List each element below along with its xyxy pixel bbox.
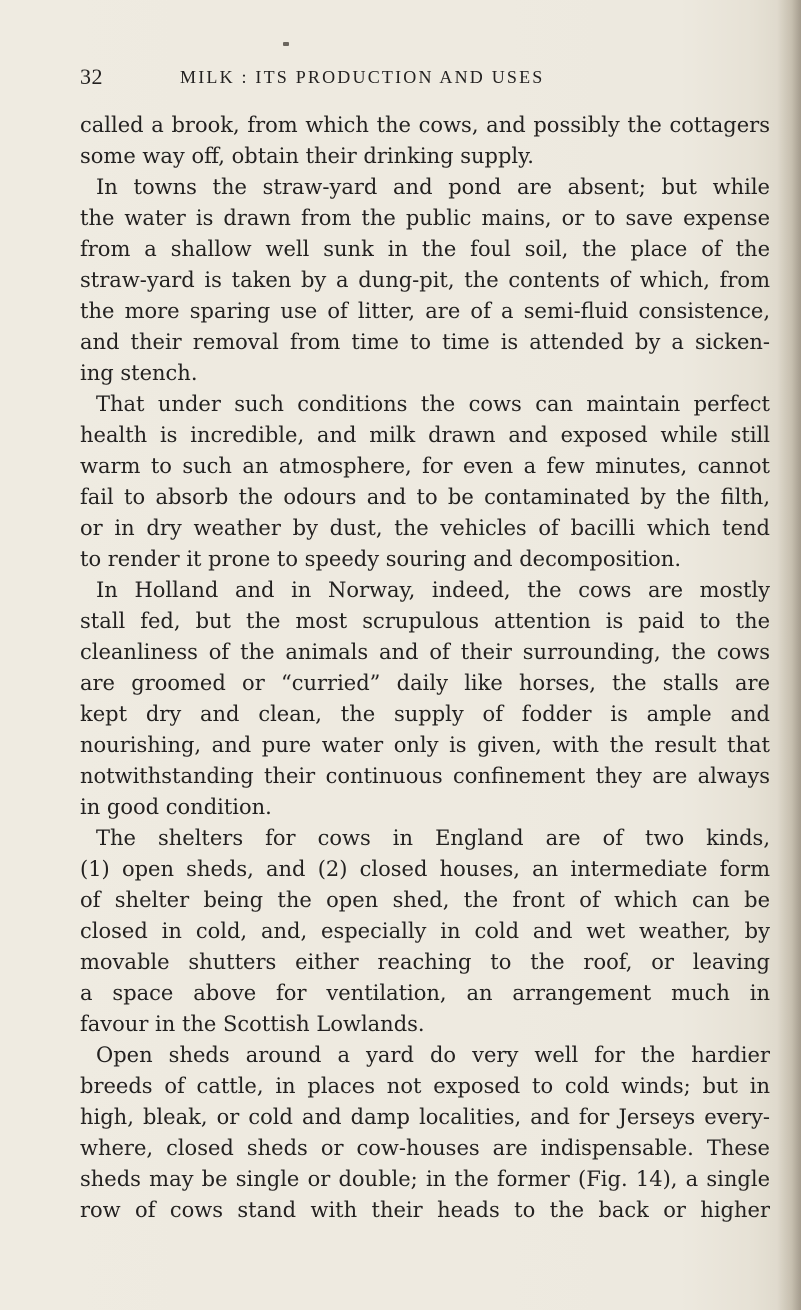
text-line: Open sheds around a yard do very well for the hardier: [96, 1043, 770, 1067]
text-line: The shelters for cows in England are of two kinds,: [96, 826, 770, 850]
text-line: some way off, obtain their drinking supply.: [80, 144, 534, 168]
text-line: In towns the straw-yard and pond are absent; but while: [96, 175, 770, 199]
text-line: warm to such an atmosphere, for even a few minutes, cannot: [80, 454, 770, 478]
text-line: health is incredible, and milk drawn and exposed while still: [80, 423, 770, 447]
text-line: notwithstanding their continuous confinement they are always: [80, 764, 770, 788]
text-line: nourishing, and pure water only is given, with the result that: [80, 733, 770, 757]
text-line: (1) open sheds, and (2) closed houses, an intermediate form: [80, 857, 770, 881]
text-line: of shelter being the open shed, the front of which can be: [80, 888, 770, 912]
text-line: called a brook, from which the cows, and possibly the cottagers: [80, 113, 770, 137]
text-line: sheds may be single or double; in the former (Fig. 14), a single: [80, 1167, 770, 1191]
text-line: or in dry weather by dust, the vehicles of bacilli which tend: [80, 516, 770, 540]
text-line: stall fed, but the most scrupulous attention is paid to the: [80, 609, 770, 633]
text-line: straw-yard is taken by a dung-pit, the contents of which, from: [80, 268, 770, 292]
text-line: a space above for ventilation, an arrangement much in: [80, 981, 770, 1005]
text-line: from a shallow well sunk in the foul soil, the place of the: [80, 237, 770, 261]
text-line: in good condition.: [80, 795, 272, 819]
text-line: high, bleak, or cold and damp localities, and for Jerseys every-: [80, 1105, 770, 1129]
text-line: row of cows stand with their heads to the back or higher: [80, 1198, 770, 1222]
text-line: closed in cold, and, especially in cold and wet weather, by: [80, 919, 770, 943]
text-line: ing stench.: [80, 361, 198, 385]
text-line: kept dry and clean, the supply of fodder is ample and: [80, 702, 770, 726]
text-line: favour in the Scottish Lowlands.: [80, 1012, 425, 1036]
text-line: the more sparing use of litter, are of a semi-fluid consistence,: [80, 299, 770, 323]
text-line: In Holland and in Norway, indeed, the cows are mostly: [96, 578, 770, 602]
ink-mark: [283, 42, 289, 46]
text-line: and their removal from time to time is attended by a sicken-: [80, 330, 770, 354]
text-line: are groomed or “curried” daily like horses, the stalls are: [80, 671, 770, 695]
body-text: [80, 110, 770, 1226]
text-line: That under such conditions the cows can maintain perfect: [96, 392, 770, 416]
text-line: fail to absorb the odours and to be contaminated by the filth,: [80, 485, 770, 509]
text-line: to render it prone to speedy souring and decomposition.: [80, 547, 682, 571]
text-line: breeds of cattle, in places not exposed to cold winds; but in: [80, 1074, 770, 1098]
text-line: where, closed sheds or cow-houses are indispensable. These: [80, 1136, 770, 1160]
page-number: 32: [80, 64, 103, 89]
text-line: movable shutters either reaching to the roof, or leaving: [80, 950, 770, 974]
text-line: cleanliness of the animals and of their surrounding, the cows: [80, 640, 770, 664]
page-header: [80, 64, 720, 92]
running-head: MILK : ITS PRODUCTION AND USES: [180, 67, 545, 87]
page-edge-shadow: [777, 0, 801, 1310]
text-line: the water is drawn from the public mains, or to save expense: [80, 206, 770, 230]
